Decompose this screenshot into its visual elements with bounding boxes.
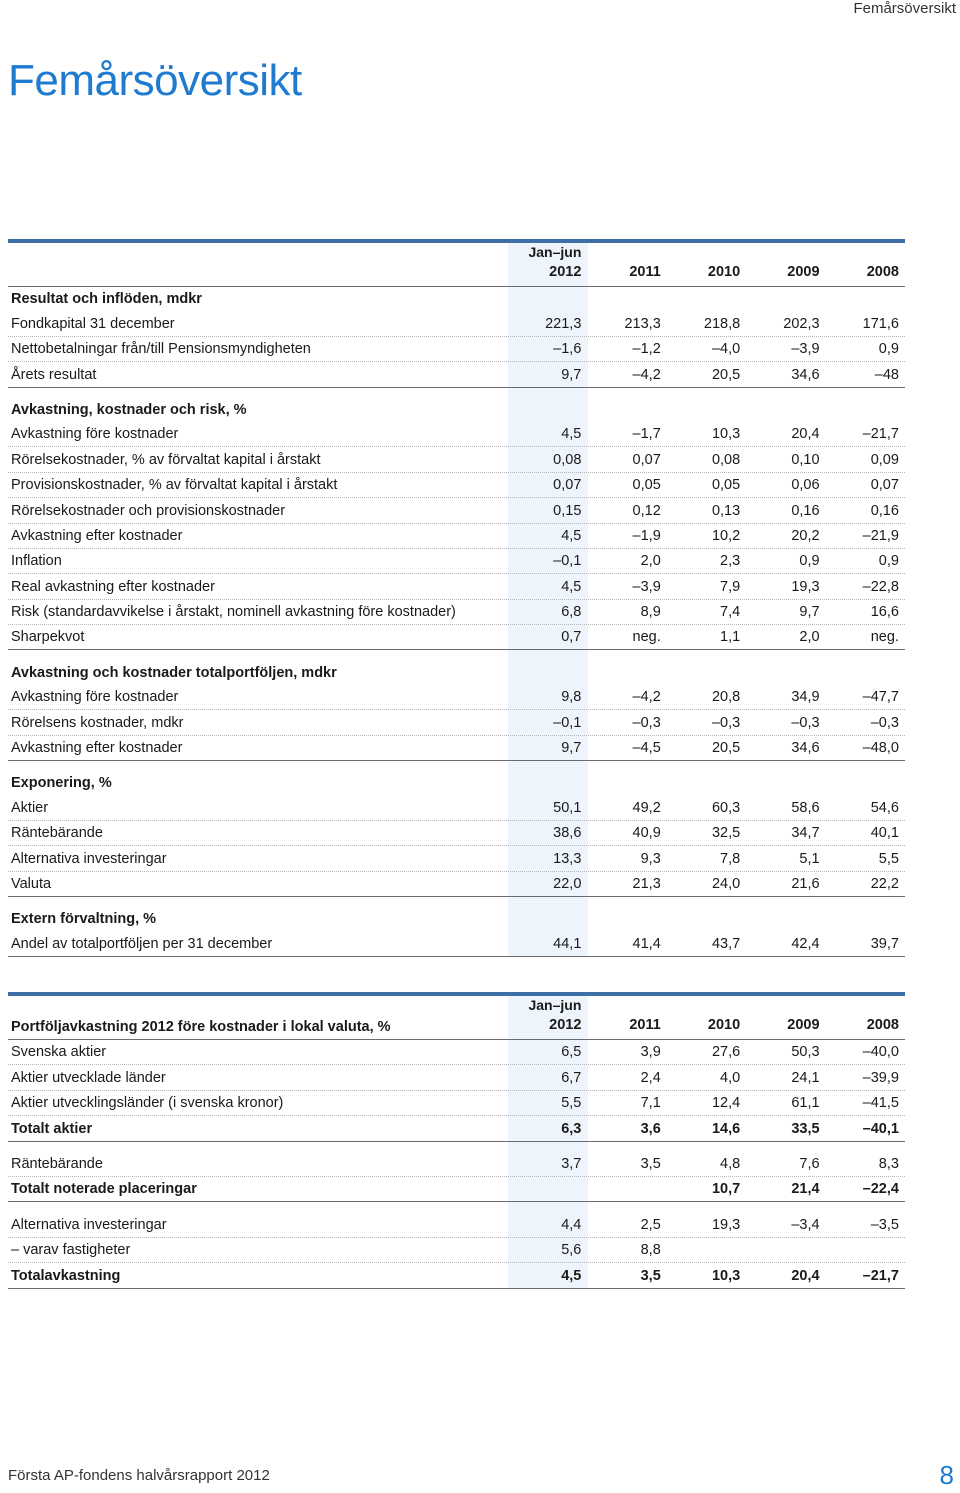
value-cell: 13,3 [553, 850, 582, 867]
value-cell: 7,9 [720, 578, 741, 595]
value-cell: 2,4 [640, 1069, 661, 1086]
section-header-row [8, 287, 905, 311]
value-cell: –41,5 [862, 1095, 899, 1112]
table-header-row [8, 243, 905, 287]
table-row [8, 447, 905, 472]
value-cell: 19,3 [711, 1216, 741, 1233]
header-col-2012 [508, 242, 587, 286]
row-label: Resultat och inflöden, mdkr [11, 291, 202, 308]
section-header-row [8, 398, 905, 422]
value-cell: –4,0 [711, 341, 741, 358]
value-cell: 24,0 [711, 875, 741, 892]
table-row [8, 524, 905, 549]
page-title: Femårsöversikt [8, 56, 302, 105]
row-label: Alternativa investeringar [11, 1216, 167, 1233]
table-body [8, 1040, 905, 1289]
table-row [8, 574, 905, 599]
value-cell: –21,9 [862, 527, 899, 544]
value-cell: 34,6 [791, 366, 820, 383]
value-cell: –40,0 [862, 1044, 899, 1061]
header-col-2011: 2011 [629, 1017, 661, 1033]
table-row [8, 1263, 905, 1288]
value-cell: 39,7 [870, 935, 899, 952]
row-label: Real avkastning efter kostnader [11, 578, 215, 595]
row-label: Avkastning, kostnader och risk, % [11, 401, 247, 418]
value-cell: –0,1 [553, 714, 582, 731]
table-row [8, 1065, 905, 1090]
row-label: Risk (standardavvikelse i årstakt, nominell avkastning före kostnader) [11, 604, 456, 621]
footer-text: Första AP-fondens halvårsrapport 2012 [8, 1467, 270, 1484]
row-label: Aktier utvecklingsländer (i svenska kronor) [11, 1095, 284, 1112]
value-cell: 3,9 [640, 1044, 661, 1061]
value-cell: neg. [870, 629, 899, 646]
table-row [8, 846, 905, 871]
table-row [8, 872, 905, 897]
value-cell: –4,2 [632, 366, 661, 383]
row-label: Aktier utvecklade länder [11, 1069, 166, 1086]
value-cell: 34,9 [791, 689, 820, 706]
header-col-2009: 2009 [787, 264, 820, 280]
value-cell: 221,3 [545, 315, 582, 332]
value-cell: neg. [632, 629, 661, 646]
value-cell: 4,5 [561, 527, 582, 544]
table-row [8, 1212, 905, 1237]
row-label: Inflation [11, 553, 62, 570]
row-label: Andel av totalportföljen per 31 december [11, 935, 273, 952]
value-cell: 4,5 [561, 1267, 582, 1284]
portfolio-return-table [8, 992, 905, 1289]
value-cell: –48 [874, 366, 899, 383]
section-header-row [8, 660, 905, 684]
value-cell: 40,1 [870, 825, 899, 842]
value-cell: 6,7 [561, 1069, 582, 1086]
value-cell: 40,9 [632, 825, 661, 842]
value-cell: 19,3 [791, 578, 820, 595]
value-cell: 42,4 [791, 935, 820, 952]
value-cell: 10,7 [711, 1181, 741, 1198]
value-cell: –3,9 [632, 578, 661, 595]
table-row [8, 625, 905, 650]
table-row [8, 1040, 905, 1065]
value-cell: 171,6 [862, 315, 899, 332]
table-body [8, 287, 905, 957]
row-label: Årets resultat [11, 366, 97, 383]
value-cell: 27,6 [711, 1044, 741, 1061]
header-year: 2012 [549, 1017, 582, 1033]
value-cell: 43,7 [711, 935, 741, 952]
value-cell: 20,4 [791, 426, 820, 443]
value-cell: –40,1 [862, 1120, 899, 1137]
value-cell: 4,0 [720, 1069, 741, 1086]
value-cell: 5,5 [561, 1095, 582, 1112]
table-row [8, 1238, 905, 1263]
value-cell: 9,8 [561, 689, 582, 706]
row-label: Avkastning och kostnader totalportföljen, mdkr [11, 664, 337, 681]
value-cell: 9,7 [561, 366, 582, 383]
value-cell: 32,5 [711, 825, 741, 842]
header-label: Portföljavkastning 2012 före kostnader i lokal valuta, % [11, 1019, 391, 1035]
value-cell: –39,9 [862, 1069, 899, 1086]
table-row [8, 337, 905, 362]
value-cell: –4,5 [632, 740, 661, 757]
section-header-row [8, 907, 905, 931]
table-row [8, 685, 905, 710]
value-cell: 38,6 [553, 825, 582, 842]
header-col-2011: 2011 [629, 264, 661, 280]
value-cell: 9,3 [640, 850, 661, 867]
row-label: Svenska aktier [11, 1044, 107, 1061]
value-cell: 4,5 [561, 426, 582, 443]
value-cell: 6,3 [561, 1120, 582, 1137]
value-cell: 8,9 [640, 604, 661, 621]
value-cell: 0,10 [791, 451, 820, 468]
value-cell: 22,0 [553, 875, 582, 892]
value-cell: –1,6 [553, 341, 582, 358]
value-cell: –0,3 [711, 714, 741, 731]
value-cell: 0,12 [632, 502, 661, 519]
value-cell: 0,07 [632, 451, 661, 468]
value-cell: –47,7 [862, 689, 899, 706]
value-cell: 4,5 [561, 578, 582, 595]
value-cell: 16,6 [870, 604, 899, 621]
value-cell: 3,5 [640, 1267, 661, 1284]
value-cell: 0,06 [791, 477, 820, 494]
row-label: Alternativa investeringar [11, 850, 167, 867]
value-cell: –0,3 [870, 714, 899, 731]
row-label: Sharpekvot [11, 629, 85, 646]
table-row [8, 931, 905, 956]
row-label: Valuta [11, 875, 52, 892]
value-cell [826, 1258, 905, 1262]
row-label: Avkastning efter kostnader [11, 740, 183, 757]
header-year: 2012 [549, 264, 582, 280]
value-cell: 218,8 [703, 315, 741, 332]
value-cell: 61,1 [791, 1095, 820, 1112]
value-cell: –48,0 [862, 740, 899, 757]
value-cell: –1,2 [632, 341, 661, 358]
value-cell: 34,6 [791, 740, 820, 757]
value-cell: 0,07 [870, 477, 899, 494]
value-cell: 60,3 [711, 799, 741, 816]
value-cell: 41,4 [632, 935, 661, 952]
value-cell: 7,4 [720, 604, 741, 621]
section-header-row [8, 771, 905, 795]
row-label: Nettobetalningar från/till Pensionsmyndigheten [11, 341, 311, 358]
value-cell: 21,3 [632, 875, 661, 892]
row-label: Totalt aktier [11, 1120, 93, 1137]
value-cell: –22,4 [862, 1181, 899, 1198]
value-cell: –22,8 [862, 578, 899, 595]
five-year-table [8, 239, 905, 957]
row-label: Räntebärande [11, 825, 103, 842]
value-cell: 2,5 [640, 1216, 661, 1233]
value-cell: 10,2 [711, 527, 741, 544]
row-label: Totalt noterade placeringar [11, 1181, 197, 1198]
row-label: Aktier [11, 799, 49, 816]
value-cell [667, 1258, 746, 1262]
value-cell: 0,05 [711, 477, 741, 494]
value-cell: 22,2 [870, 875, 899, 892]
value-cell: –4,2 [632, 689, 661, 706]
value-cell: 10,3 [711, 426, 741, 443]
value-cell: 4,4 [561, 1216, 582, 1233]
table-row [8, 736, 905, 761]
value-cell: 7,8 [720, 850, 741, 867]
value-cell: 0,9 [878, 553, 899, 570]
row-label: Avkastning efter kostnader [11, 527, 183, 544]
table-row [8, 362, 905, 387]
value-cell: 0,09 [870, 451, 899, 468]
row-label: – varav fastigheter [11, 1242, 131, 1259]
row-label: Extern förvaltning, % [11, 911, 157, 928]
value-cell: 3,7 [561, 1155, 582, 1172]
value-cell: 6,8 [561, 604, 582, 621]
header-col-2010: 2010 [707, 264, 741, 280]
value-cell: 0,16 [791, 502, 820, 519]
value-cell: –3,9 [791, 341, 820, 358]
header-col-2012 [508, 995, 587, 1039]
value-cell: –3,4 [791, 1216, 820, 1233]
page-number: 8 [939, 1460, 954, 1490]
row-label: Fondkapital 31 december [11, 315, 175, 332]
value-cell: 33,5 [791, 1120, 820, 1137]
table-row [8, 795, 905, 820]
value-cell: 21,4 [791, 1181, 820, 1198]
value-cell: 34,7 [791, 825, 820, 842]
row-label: Avkastning före kostnader [11, 426, 179, 443]
header-col-2009: 2009 [787, 1017, 820, 1033]
value-cell: –3,5 [870, 1216, 899, 1233]
value-cell: 9,7 [561, 740, 582, 757]
value-cell: 2,3 [720, 553, 741, 570]
value-cell: 24,1 [791, 1069, 820, 1086]
value-cell: 54,6 [870, 799, 899, 816]
value-cell: 0,9 [799, 553, 820, 570]
value-cell [746, 1258, 825, 1262]
table-row [8, 710, 905, 735]
value-cell: 5,6 [561, 1242, 582, 1259]
table-row [8, 473, 905, 498]
value-cell: –0,1 [553, 553, 582, 570]
table-row [8, 1116, 905, 1141]
table-row [8, 821, 905, 846]
value-cell: 2,0 [799, 629, 820, 646]
value-cell: 8,8 [640, 1242, 661, 1259]
value-cell: 0,08 [711, 451, 741, 468]
value-cell: 20,5 [711, 740, 741, 757]
value-cell: –0,3 [791, 714, 820, 731]
value-cell: 0,7 [561, 629, 582, 646]
header-col-2008: 2008 [866, 264, 899, 280]
value-cell: 20,8 [711, 689, 741, 706]
table-row [8, 498, 905, 523]
value-cell: –1,9 [632, 527, 661, 544]
header-period: Jan–jun [528, 997, 582, 1013]
table-row [8, 549, 905, 574]
value-cell: 3,5 [640, 1155, 661, 1172]
value-cell: 58,6 [791, 799, 820, 816]
value-cell: 20,2 [791, 527, 820, 544]
value-cell: 20,5 [711, 366, 741, 383]
value-cell: 49,2 [632, 799, 661, 816]
value-cell: 5,1 [799, 850, 820, 867]
value-cell: 50,3 [791, 1044, 820, 1061]
value-cell: 0,13 [711, 502, 741, 519]
value-cell: 0,9 [878, 341, 899, 358]
value-cell: 0,08 [553, 451, 582, 468]
value-cell: 3,6 [640, 1120, 661, 1137]
table-row [8, 1152, 905, 1177]
table-header-row [8, 996, 905, 1040]
value-cell: 0,07 [553, 477, 582, 494]
value-cell: 0,05 [632, 477, 661, 494]
value-cell: 0,16 [870, 502, 899, 519]
row-label: Exponering, % [11, 775, 112, 792]
value-cell: –21,7 [862, 1267, 899, 1284]
table-row [8, 600, 905, 625]
value-cell [587, 1197, 666, 1201]
value-cell [508, 1197, 587, 1201]
table-row [8, 311, 905, 336]
value-cell: 213,3 [624, 315, 661, 332]
value-cell: 14,6 [711, 1120, 741, 1137]
value-cell: 6,5 [561, 1044, 582, 1061]
value-cell: 9,7 [799, 604, 820, 621]
value-cell: 1,1 [720, 629, 741, 646]
row-label: Räntebärande [11, 1155, 103, 1172]
value-cell: 21,6 [791, 875, 820, 892]
row-label: Rörelsekostnader och provisionskostnader [11, 502, 286, 519]
header-label [8, 282, 508, 286]
value-cell: 20,4 [791, 1267, 820, 1284]
header-period: Jan–jun [528, 244, 582, 260]
row-label: Avkastning före kostnader [11, 689, 179, 706]
row-label: Rörelsens kostnader, mdkr [11, 714, 184, 731]
header-col-2008: 2008 [866, 1017, 899, 1033]
value-cell: –0,3 [632, 714, 661, 731]
value-cell: 2,0 [640, 553, 661, 570]
table-row [8, 422, 905, 447]
row-label: Totalavkastning [11, 1267, 121, 1284]
header-col-2010: 2010 [707, 1017, 741, 1033]
value-cell: 5,5 [878, 850, 899, 867]
value-cell: 7,6 [799, 1155, 820, 1172]
value-cell: 202,3 [783, 315, 820, 332]
value-cell: 7,1 [640, 1095, 661, 1112]
value-cell: 12,4 [711, 1095, 741, 1112]
table-row [8, 1091, 905, 1116]
value-cell: 44,1 [553, 935, 582, 952]
row-label: Rörelsekostnader, % av förvaltat kapital i årstakt [11, 451, 321, 468]
value-cell: 50,1 [553, 799, 582, 816]
value-cell: –21,7 [862, 426, 899, 443]
row-label: Provisionskostnader, % av förvaltat kapital i årstakt [11, 477, 338, 494]
value-cell: 4,8 [720, 1155, 741, 1172]
value-cell: 10,3 [711, 1267, 741, 1284]
value-cell: 8,3 [878, 1155, 899, 1172]
value-cell: 0,15 [553, 502, 582, 519]
running-head: Femårsöversikt [853, 0, 956, 17]
table-row [8, 1177, 905, 1202]
value-cell: –1,7 [632, 426, 661, 443]
